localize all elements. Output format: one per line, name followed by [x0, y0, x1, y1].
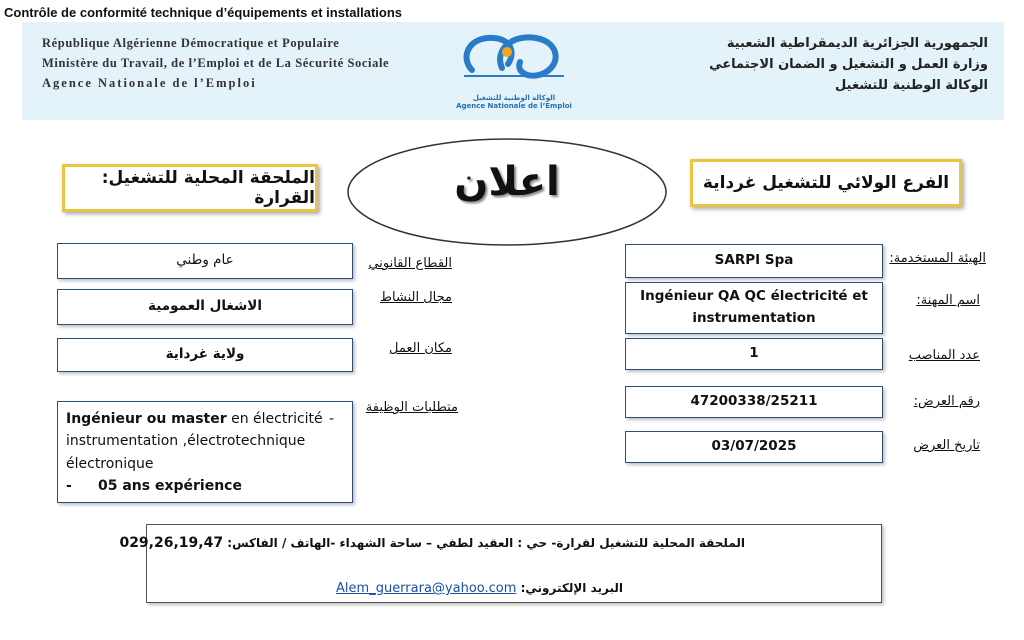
- field-employer: [625, 244, 883, 278]
- branch-local-text: الملحقة المحلية للتشغيل: القرارة: [101, 168, 315, 208]
- header-ar-republic: الجمهورية الجزائرية الديمقراطية الشعبية: [726, 36, 988, 51]
- offer-number-value: 47200338/25211: [690, 393, 818, 410]
- requirements-box: [57, 401, 353, 503]
- req-line-2: instrumentation ,électrotechnique: [66, 433, 306, 450]
- req-line-1: [66, 408, 344, 430]
- document-top-title: Contrôle de conformité technique d’équipements et installations: [4, 5, 402, 20]
- label-job-title: اسم المهنة:: [916, 293, 980, 308]
- field-workplace: [57, 338, 353, 372]
- activity-value: الاشغال العمومية: [148, 298, 262, 315]
- header-fr-agency: Agence Nationale de l’Emploi: [42, 76, 257, 90]
- field-positions: [625, 338, 883, 370]
- field-job-title: [625, 282, 883, 334]
- announcement-title: اعلان: [454, 159, 560, 205]
- req-degree: Ingénieur ou master: [66, 411, 227, 427]
- label-activity: مجال النشاط: [380, 290, 452, 305]
- req-line-3: électronique: [66, 455, 154, 472]
- employer-value: SARPI Spa: [714, 252, 794, 269]
- offer-date-value: 03/07/2025: [711, 438, 797, 455]
- positions-value: 1: [749, 345, 759, 362]
- header-fr-republic: République Algérienne Démocratique et Populaire: [42, 36, 340, 50]
- field-offer-date: [625, 431, 883, 463]
- req-dash-2: -: [66, 478, 72, 495]
- anem-logo: [450, 28, 578, 114]
- logo-caption-ar: الوكالة الوطنية للتشغيل: [472, 94, 556, 102]
- req-field: en électricité: [226, 411, 323, 427]
- contact-phone: 029,26,19,47: [119, 535, 224, 551]
- contact-address-line: [119, 535, 745, 551]
- label-positions: عدد المناصب: [908, 348, 980, 363]
- workplace-value: ولاية غرداية: [165, 346, 245, 363]
- logo-caption-fr: Agence Nationale de l’Emploi: [456, 102, 572, 110]
- req-experience: 05 ans expérience: [98, 478, 242, 495]
- req-line-4: [66, 475, 344, 497]
- label-offer-number: رقم العرض:: [913, 394, 980, 409]
- header-ar-agency: الوكالة الوطنية للتشغيل: [835, 78, 988, 93]
- header-ar-ministry: وزارة العمل و التشغيل و الضمان الاجتماعي: [709, 57, 988, 72]
- branch-local-box: [62, 164, 318, 212]
- req-dash-1: -: [328, 411, 334, 427]
- field-offer-number: [625, 386, 883, 418]
- label-legal-sector: القطاع القانوني: [368, 256, 452, 271]
- job-title-value: Ingénieur QA QC électricité et instrumentation: [640, 288, 868, 326]
- contact-email-line: [336, 581, 623, 596]
- contact-email-link[interactable]: Alem_guerrara@yahoo.com: [336, 581, 517, 596]
- contact-address: الملحقة المحلية للتشغيل لقرارة- حي : العقيد لطفي – ساحة الشهداء -الهاتف / الفاكس:: [227, 536, 745, 550]
- label-offer-date: تاريخ العرض: [913, 438, 980, 453]
- legal-sector-value: عام وطني: [176, 252, 234, 269]
- field-legal-sector: [57, 243, 353, 279]
- field-activity: [57, 289, 353, 325]
- branch-wilaya-box: [690, 159, 962, 207]
- anem-logo-icon: [450, 28, 578, 90]
- header-fr-ministry: Ministère du Travail, de l’Emploi et de La Sécurité Sociale: [42, 56, 390, 70]
- label-employer: الهيئة المستخدمة:: [889, 251, 986, 266]
- label-requirements: متطلبات الوظيفة: [365, 400, 458, 415]
- contact-email-label: البريد الإلكتروني:: [520, 581, 623, 595]
- announcement-ellipse: [346, 137, 668, 247]
- label-workplace: مكان العمل: [389, 341, 452, 356]
- branch-wilaya-text: الفرع الولائي للتشغيل غرداية: [702, 173, 950, 193]
- contact-box: [119, 524, 882, 603]
